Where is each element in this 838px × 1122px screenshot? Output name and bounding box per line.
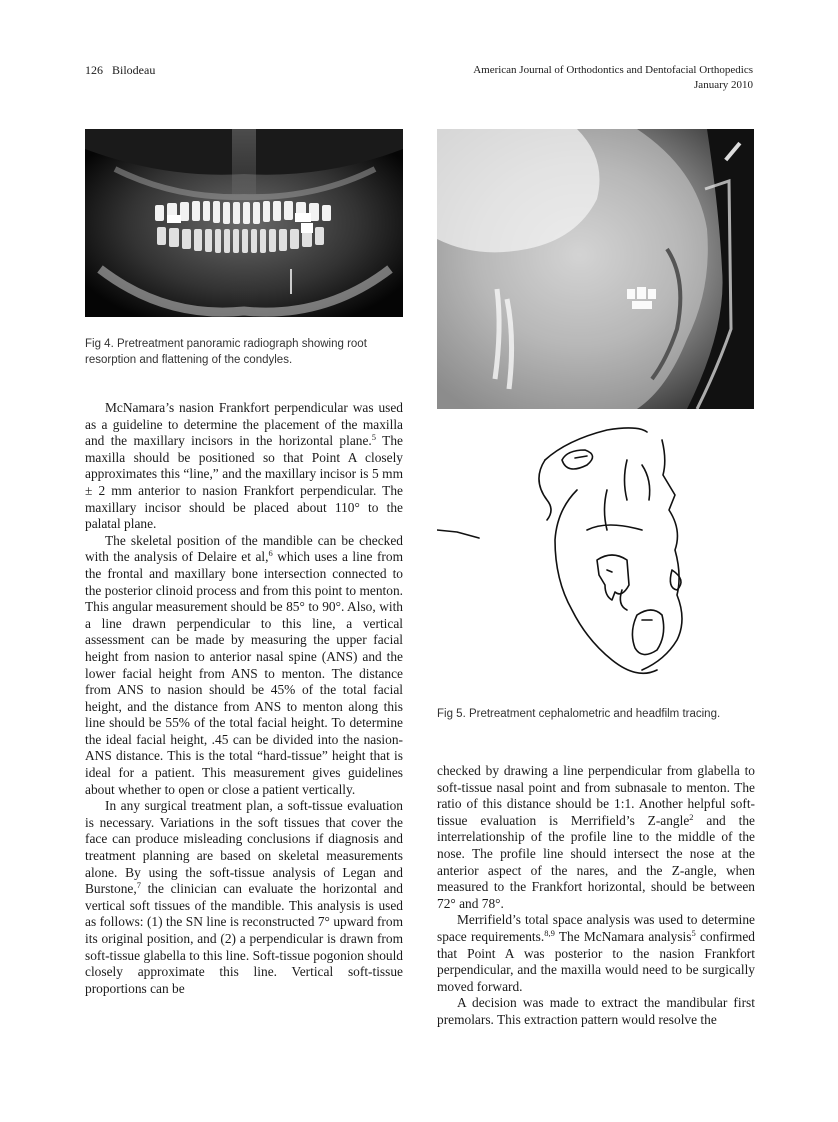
journal-name: American Journal of Orthodontics and Dentofacial Orthopedics xyxy=(473,64,753,76)
paragraph: Merrifield’s total space analysis was used to determine space requirements.$^{8,9}$ The McNamara analysis$^5$ confirmed that Point A was posterior to the nasion Frankfort perpendicular, and the maxilla would need to be surgically moved forward. xyxy=(437,912,755,994)
left-column-text xyxy=(85,400,403,997)
running-header-left xyxy=(85,63,155,78)
cephalometric-tracing xyxy=(437,420,754,695)
cephalometric-radiograph-image xyxy=(437,129,754,409)
figure-5-caption: Fig 5. Pretreatment cephalometric and headfilm tracing. xyxy=(437,708,721,720)
paragraph: McNamara’s nasion Frankfort perpendicular was used as a guideline to determine the placement of the maxilla and the maxillary incisors in the horizontal plane.$^5$ The maxilla should be positioned so that Point A closely approximates this “line,” and the maxillary incisor is 5 mm ± 2 mm anterior to nasion Frankfort perpendicular. The maxillary incisor should be placed about 110° to the palatal plane. xyxy=(85,400,403,532)
paragraph: A decision was made to extract the mandibular first premolars. This extraction pattern would resolve the xyxy=(437,995,755,1027)
right-column-text xyxy=(437,763,755,1029)
cephalometric-tracing-drawing xyxy=(437,420,754,695)
running-header-right xyxy=(473,63,753,93)
paragraph: In any surgical treatment plan, a soft-tissue evaluation is necessary. Variations in the soft tissues that cover the face can produce misleading conclusions if diagnosis and treatment planning are based on skeletal measurements alone. By using the soft-tissue analysis of Legan and Burstone,$^7$ the clinician can evaluate the horizontal and vertical soft tissues of the mandible. This analysis is used as follows: (1) the SN line is reconstructed 7° upward from its original position, and (2) a perpendicular is drawn from soft-tissue glabella to this line. Soft-tissue pogonion should closely approximate this line. Vertical soft-tissue proportions can be xyxy=(85,798,403,996)
panoramic-radiograph-image xyxy=(85,129,403,317)
panoramic-radiograph xyxy=(85,129,403,317)
author-name: Bilodeau xyxy=(112,63,156,77)
cephalometric-radiograph xyxy=(437,129,754,409)
issue-date: January 2010 xyxy=(694,79,753,91)
paragraph: The skeletal position of the mandible can be checked with the analysis of Delaire et al,$^6$ which uses a line from the frontal and maxillary bone intersection connected to the posterior clinoid process and from this point to menton. This angular measurement should be 85° to 90°. Also, with a line drawn perpendicular to this line, a vertical assessment can be made by measuring the upper facial height from nasion to anterior nasal spine (ANS) and the lower facial height from ANS to menton. The distance from ANS to nasion should be 45% of the total facial height, and the distance from ANS to menton along this line should be 55% of the total facial height. To determine the ideal facial height, .45 can be divided into the nasion-ANS distance. This is the total “hard-tissue” height that is ideal for a patient. This measurement gives guidelines about whether to open or close a patient vertically. xyxy=(85,532,403,797)
figure-4-caption: Fig 4. Pretreatment panoramic radiograph showing root resorption and flattening of the condyles. xyxy=(85,338,367,366)
paragraph: checked by drawing a line perpendicular from glabella to soft-tissue nasal point and from subnasale to menton. The ratio of this distance should be 1:1. Another helpful soft-tissue evaluation is Merrifield’s Z-angle$^2$ and the interrelationship of the profile line to the middle of the nose. The profile line should intersect the nose at the anterior aspect of the nares, and the Z-angle, when measured to the Frankfort horizontal, should be between 72° and 78°. xyxy=(437,763,755,911)
page-number: 126 xyxy=(85,63,103,77)
